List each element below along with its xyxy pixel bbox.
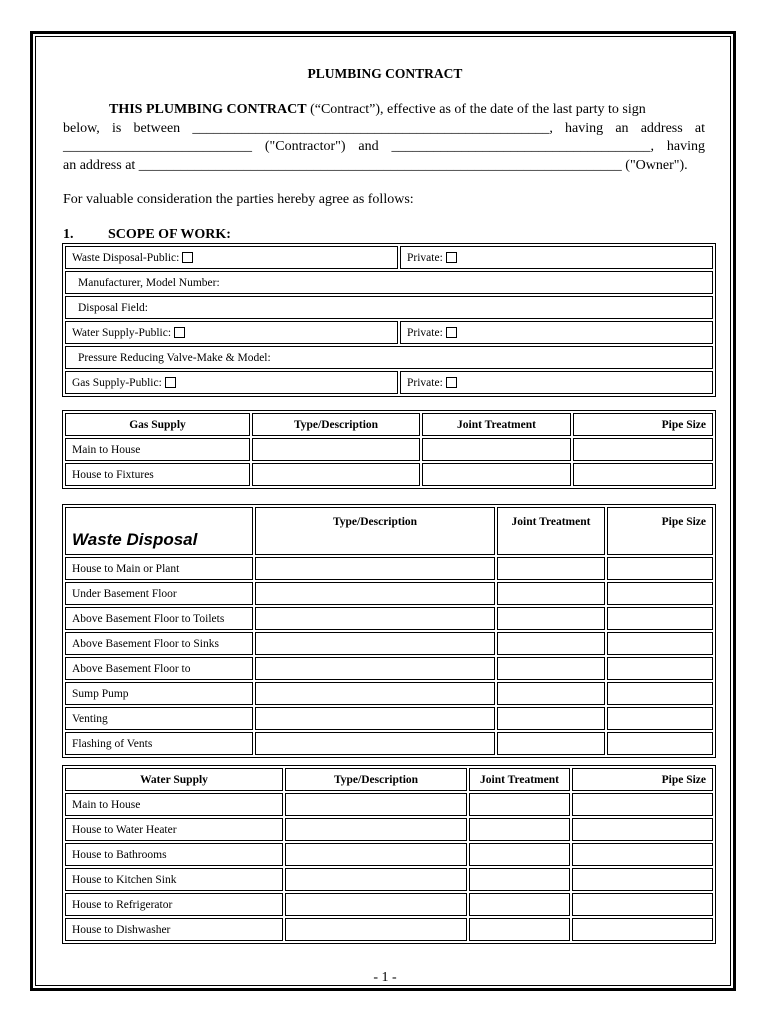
gas-type-cell[interactable] xyxy=(252,438,420,461)
table-row xyxy=(65,818,713,841)
table-row xyxy=(65,246,713,269)
waste-pipe-cell[interactable] xyxy=(607,707,713,730)
intro-line-2[interactable]: below, is between ___________________________________________________, having an address at xyxy=(63,120,705,136)
waste-header-pipe: Pipe Size xyxy=(607,507,713,555)
table-row xyxy=(65,707,713,730)
water-joint-cell[interactable] xyxy=(469,868,570,891)
table-row xyxy=(65,271,713,294)
gas-public-label: Gas Supply-Public: xyxy=(72,376,162,389)
water-pipe-cell[interactable] xyxy=(572,843,713,866)
table-row xyxy=(65,893,713,916)
disposal-field-label: Disposal Field: xyxy=(78,301,148,314)
waste-private-checkbox[interactable] xyxy=(446,252,457,263)
gas-header-pipe: Pipe Size xyxy=(573,413,713,436)
waste-table-title: Waste Disposal xyxy=(72,530,198,549)
water-private-label: Private: xyxy=(407,326,443,339)
table-row xyxy=(65,868,713,891)
water-type-cell[interactable] xyxy=(285,868,467,891)
water-joint-cell[interactable] xyxy=(469,918,570,941)
waste-joint-cell[interactable] xyxy=(497,582,605,605)
section-title: SCOPE OF WORK: xyxy=(108,227,231,242)
water-pipe-cell[interactable] xyxy=(572,918,713,941)
table-row xyxy=(65,657,713,680)
water-row-label: House to Water Heater xyxy=(65,818,283,841)
table-row xyxy=(65,607,713,630)
waste-row-label: Above Basement Floor to Toilets xyxy=(65,607,253,630)
water-joint-cell[interactable] xyxy=(469,893,570,916)
waste-private-cell xyxy=(400,246,713,269)
waste-type-cell[interactable] xyxy=(255,557,495,580)
waste-joint-cell[interactable] xyxy=(497,632,605,655)
table-header-row xyxy=(65,768,713,791)
waste-row-label: Venting xyxy=(65,707,253,730)
section-number: 1. xyxy=(63,227,74,242)
waste-public-cell xyxy=(65,246,398,269)
waste-row-label: Above Basement Floor to Sinks xyxy=(65,632,253,655)
table-row xyxy=(65,918,713,941)
waste-joint-cell[interactable] xyxy=(497,682,605,705)
table-row xyxy=(65,438,713,461)
water-header-type: Type/Description xyxy=(285,768,467,791)
waste-type-cell[interactable] xyxy=(255,607,495,630)
gas-joint-cell[interactable] xyxy=(422,463,571,486)
waste-title-cell xyxy=(65,507,253,555)
table-row xyxy=(65,463,713,486)
water-supply-table xyxy=(62,765,716,944)
waste-public-checkbox[interactable] xyxy=(182,252,193,263)
water-row-label: House to Bathrooms xyxy=(65,843,283,866)
waste-type-cell[interactable] xyxy=(255,732,495,755)
gas-header-type: Type/Description xyxy=(252,413,420,436)
waste-header-type: Type/Description xyxy=(255,507,495,555)
table-row xyxy=(65,582,713,605)
water-row-label: House to Dishwasher xyxy=(65,918,283,941)
table-row xyxy=(65,632,713,655)
waste-pipe-cell[interactable] xyxy=(607,732,713,755)
table-row xyxy=(65,793,713,816)
gas-private-cell xyxy=(400,371,713,394)
manufacturer-field[interactable] xyxy=(65,271,713,294)
gas-header-supply: Gas Supply xyxy=(65,413,250,436)
water-type-cell[interactable] xyxy=(285,893,467,916)
waste-private-label: Private: xyxy=(407,251,443,264)
waste-public-label: Waste Disposal-Public: xyxy=(72,251,180,264)
gas-public-cell xyxy=(65,371,398,394)
water-joint-cell[interactable] xyxy=(469,793,570,816)
manufacturer-label: Manufacturer, Model Number: xyxy=(78,276,220,289)
water-pipe-cell[interactable] xyxy=(572,818,713,841)
water-pipe-cell[interactable] xyxy=(572,793,713,816)
scope-table xyxy=(62,243,716,397)
waste-pipe-cell[interactable] xyxy=(607,632,713,655)
waste-row-label: Flashing of Vents xyxy=(65,732,253,755)
gas-row-label: House to Fixtures xyxy=(65,463,250,486)
table-row xyxy=(65,346,713,369)
table-row xyxy=(65,557,713,580)
water-pipe-cell[interactable] xyxy=(572,868,713,891)
gas-private-label: Private: xyxy=(407,376,443,389)
table-row xyxy=(65,682,713,705)
intro-line-1-rest: (“Contract”), effective as of the date of the last party to sign xyxy=(306,102,646,117)
waste-type-cell[interactable] xyxy=(255,632,495,655)
water-private-checkbox[interactable] xyxy=(446,327,457,338)
intro-line-1 xyxy=(63,101,705,120)
pressure-valve-field[interactable] xyxy=(65,346,713,369)
waste-type-cell[interactable] xyxy=(255,582,495,605)
gas-public-checkbox[interactable] xyxy=(165,377,176,388)
waste-disposal-table xyxy=(62,504,716,758)
gas-joint-cell[interactable] xyxy=(422,438,571,461)
waste-row-label: House to Main or Plant xyxy=(65,557,253,580)
consideration-text: For valuable consideration the parties hereby agree as follows: xyxy=(63,192,414,207)
water-header-supply: Water Supply xyxy=(65,768,283,791)
waste-row-label: Under Basement Floor xyxy=(65,582,253,605)
water-header-joint: Joint Treatment xyxy=(469,768,570,791)
waste-pipe-cell[interactable] xyxy=(607,607,713,630)
waste-header-joint: Joint Treatment xyxy=(497,507,605,555)
waste-joint-cell[interactable] xyxy=(497,607,605,630)
waste-type-cell[interactable] xyxy=(255,707,495,730)
waste-joint-cell[interactable] xyxy=(497,557,605,580)
water-joint-cell[interactable] xyxy=(469,818,570,841)
table-header-row xyxy=(65,507,713,555)
gas-header-joint: Joint Treatment xyxy=(422,413,571,436)
water-joint-cell[interactable] xyxy=(469,843,570,866)
waste-row-label: Above Basement Floor to xyxy=(65,657,253,680)
waste-joint-cell[interactable] xyxy=(497,732,605,755)
water-row-label: House to Kitchen Sink xyxy=(65,868,283,891)
water-type-cell[interactable] xyxy=(285,843,467,866)
water-type-cell[interactable] xyxy=(285,918,467,941)
section-heading xyxy=(63,227,231,243)
pressure-valve-label: Pressure Reducing Valve-Make & Model: xyxy=(78,351,271,364)
water-row-label: Main to House xyxy=(65,793,283,816)
table-row xyxy=(65,732,713,755)
water-type-cell[interactable] xyxy=(285,818,467,841)
gas-row-label: Main to House xyxy=(65,438,250,461)
table-row xyxy=(65,843,713,866)
intro-paragraph xyxy=(63,101,705,175)
table-header-row xyxy=(65,413,713,436)
intro-contract-name: THIS PLUMBING CONTRACT xyxy=(109,102,307,117)
water-type-cell[interactable] xyxy=(285,793,467,816)
waste-pipe-cell[interactable] xyxy=(607,582,713,605)
water-header-pipe: Pipe Size xyxy=(572,768,713,791)
water-pipe-cell[interactable] xyxy=(572,893,713,916)
gas-supply-table xyxy=(62,410,716,489)
disposal-field-field[interactable] xyxy=(65,296,713,319)
waste-type-cell[interactable] xyxy=(255,682,495,705)
page-number: - 1 - xyxy=(373,970,397,985)
intro-line-3[interactable]: ___________________________ ("Contractor") and _____________________________________, having xyxy=(63,139,705,154)
gas-private-checkbox[interactable] xyxy=(446,377,457,388)
document-title: PLUMBING CONTRACT xyxy=(307,66,463,81)
water-public-checkbox[interactable] xyxy=(174,327,185,338)
table-row xyxy=(65,321,713,344)
water-row-label: House to Refrigerator xyxy=(65,893,283,916)
waste-joint-cell[interactable] xyxy=(497,657,605,680)
waste-joint-cell[interactable] xyxy=(497,707,605,730)
water-public-cell xyxy=(65,321,398,344)
waste-pipe-cell[interactable] xyxy=(607,657,713,680)
waste-pipe-cell[interactable] xyxy=(607,682,713,705)
water-private-cell xyxy=(400,321,713,344)
water-public-label: Water Supply-Public: xyxy=(72,326,172,339)
intro-line-4[interactable]: an address at _____________________________________________________________________ ("Owner"). xyxy=(63,157,688,173)
waste-row-label: Sump Pump xyxy=(65,682,253,705)
gas-type-cell[interactable] xyxy=(252,463,420,486)
gas-pipe-cell[interactable] xyxy=(573,463,713,486)
gas-pipe-cell[interactable] xyxy=(573,438,713,461)
table-row xyxy=(65,371,713,394)
table-row xyxy=(65,296,713,319)
waste-type-cell[interactable] xyxy=(255,657,495,680)
waste-pipe-cell[interactable] xyxy=(607,557,713,580)
